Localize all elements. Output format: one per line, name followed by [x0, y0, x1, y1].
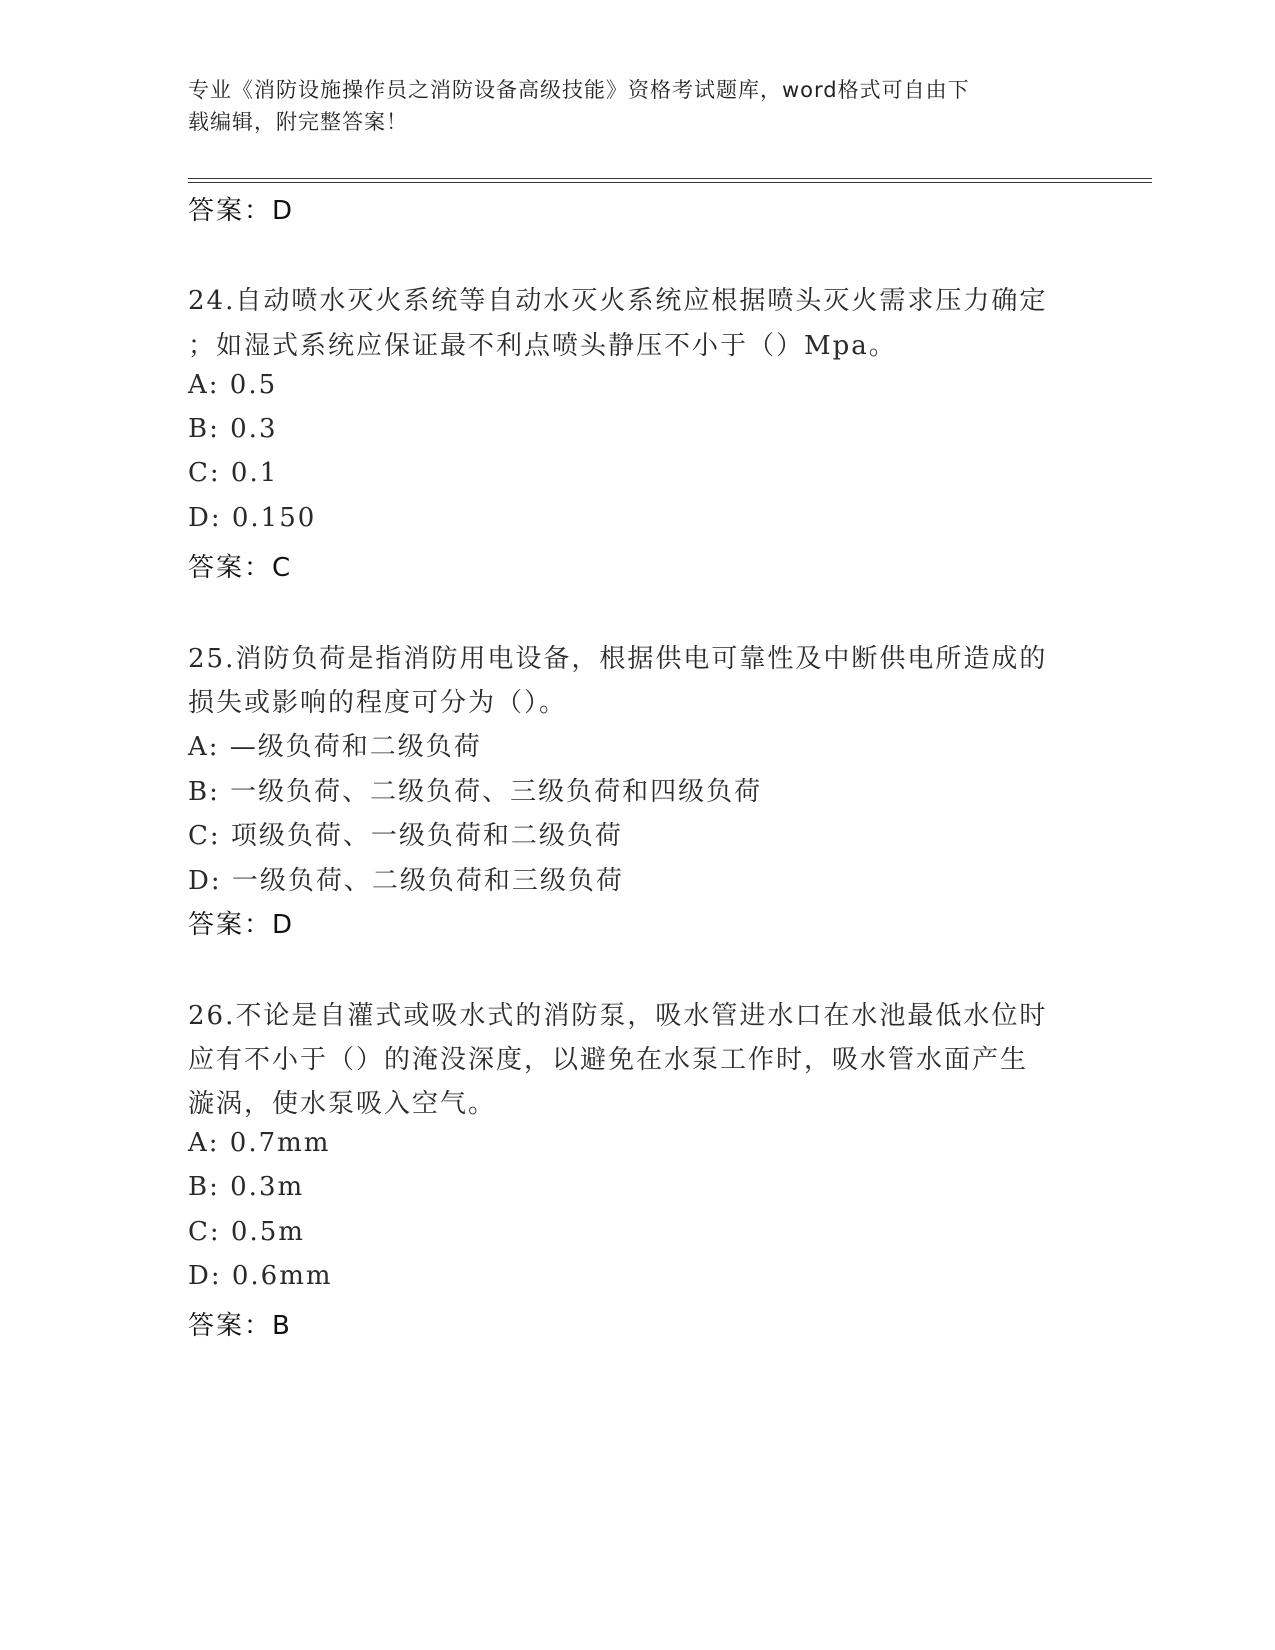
- option-a: A: 0.5: [188, 370, 278, 400]
- option-a: A: —级负荷和二级负荷: [188, 732, 482, 762]
- previous-answer: 答案：D: [188, 196, 295, 226]
- option-d: D: 0.6mm: [188, 1261, 333, 1291]
- question-stem-line: 25.消防负荷是指消防用电设备，根据供电可靠性及中断供电所造成的: [188, 644, 1048, 674]
- question-stem-line: 漩涡，使水泵吸入空气。: [188, 1089, 497, 1119]
- option-c: C: 项级负荷、一级负荷和二级负荷: [188, 821, 623, 851]
- answer: 答案：D: [188, 910, 295, 940]
- question-stem-line: 应有不小于（）的淹没深度，以避免在水泵工作时，吸水管水面产生: [188, 1045, 1029, 1075]
- question-stem-line: 26.不论是自灌式或吸水式的消防泵，吸水管进水口在水池最低水位时: [188, 1001, 1048, 1031]
- option-b: B: 一级负荷、二级负荷、三级负荷和四级负荷: [188, 777, 763, 807]
- header-line-2: 载编辑，附完整答案！: [188, 110, 408, 134]
- option-b: B: 0.3m: [188, 1172, 305, 1202]
- question-stem-line: 24.自动喷水灭火系统等自动水灭火系统应根据喷头灭火需求压力确定: [188, 286, 1048, 316]
- answer: 答案：B: [188, 1311, 292, 1341]
- question-stem-line: ；如湿式系统应保证最不利点喷头静压不小于（）Mpa。: [188, 331, 897, 361]
- header-line-1: 专业《消防设施操作员之消防设备高级技能》资格考试题库，word格式可自由下: [188, 78, 970, 102]
- option-c: C: 0.5m: [188, 1217, 305, 1247]
- option-a: A: 0.7mm: [188, 1128, 331, 1158]
- header-divider-bottom: [188, 182, 1152, 183]
- answer: 答案：C: [188, 553, 293, 583]
- document-header: [188, 74, 1068, 138]
- option-b: B: 0.3: [188, 414, 278, 444]
- question-stem-line: 损失或影响的程度可分为（）。: [188, 688, 568, 718]
- option-d: D: 0.150: [188, 503, 317, 533]
- header-divider-top: [188, 178, 1152, 179]
- option-d: D: 一级负荷、二级负荷和三级负荷: [188, 866, 624, 896]
- option-c: C: 0.1: [188, 458, 279, 488]
